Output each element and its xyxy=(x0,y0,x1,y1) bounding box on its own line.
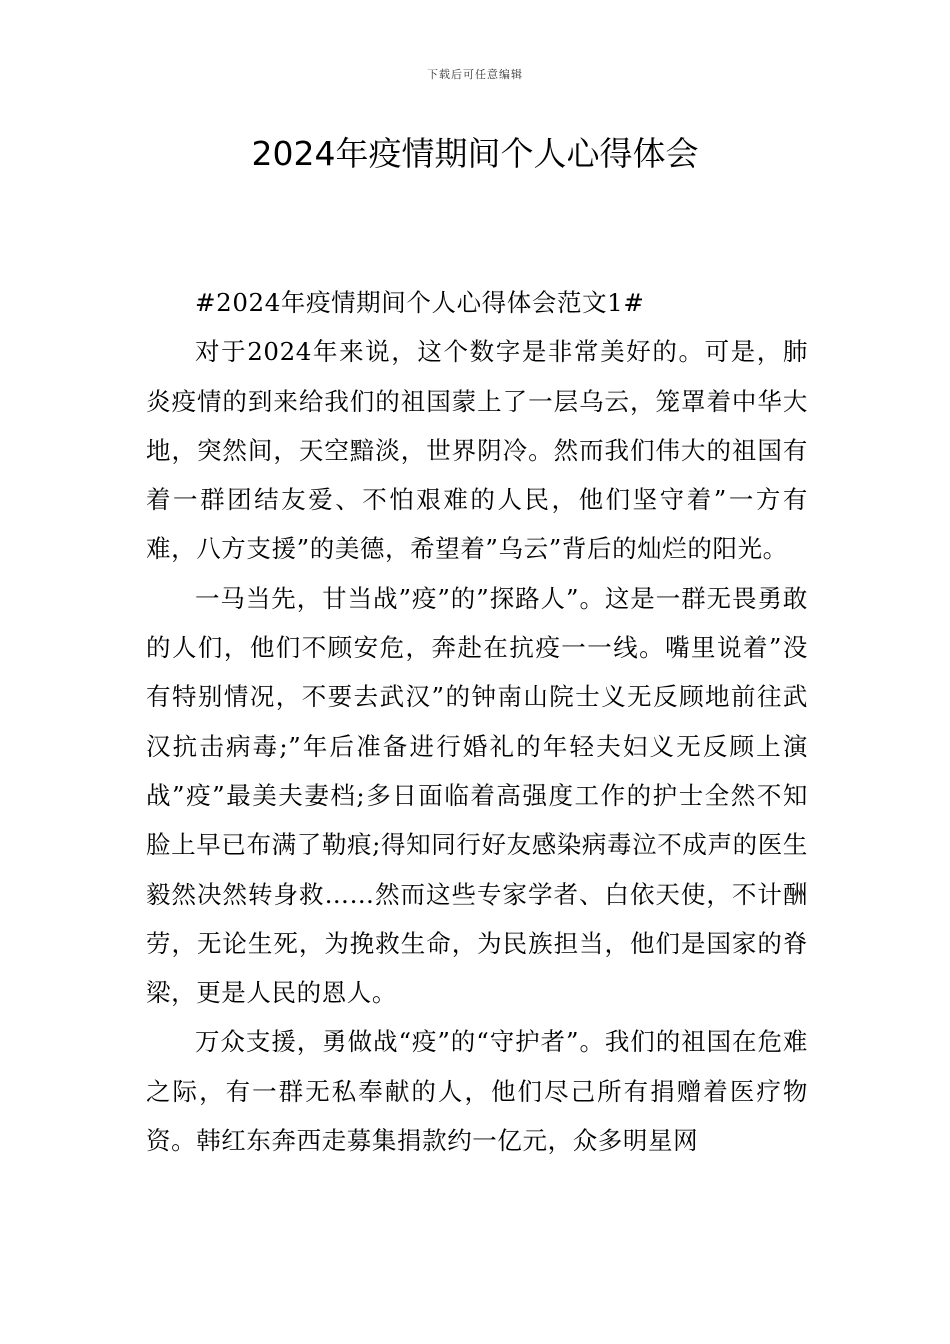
document-body xyxy=(146,278,808,1165)
document-title: 2024年疫情期间个人心得体会 xyxy=(251,134,699,173)
paragraph: 万众支援，勇做战“疫”的“守护者”。我们的祖国在危难之际，有一群无私奉献的人，他们尽己所有捐赠着医疗物资。韩红东奔西走募集捐款约一亿元，众多明星网 xyxy=(146,1027,808,1156)
paragraph: 对于2024年来说，这个数字是非常美好的。可是，肺炎疫情的到来给我们的祖国蒙上了一层乌云，笼罩着中华大地，突然间，天空黯淡，世界阴冷。然而我们伟大的祖国有着一群团结友爱、不怕艰难的人民，他们坚守着”一方有难，八方支援”的美德，希望着”乌云”背后的灿烂的阳光。 xyxy=(146,337,808,564)
header-note: 下载后可任意编辑 xyxy=(427,68,523,81)
paragraph-heading: #2024年疫情期间个人心得体会范文1# xyxy=(195,288,645,317)
paragraph: 一马当先，甘当战”疫”的”探路人”。这是一群无畏勇敢的人们，他们不顾安危，奔赴在抗疫一一线。嘴里说着”没有特别情况，不要去武汉”的钟南山院士义无反顾地前往武汉抗击病毒;”年后准备进行婚礼的年轻夫妇义无反顾上演战”疫”最美夫妻档;多日面临着高强度工作的护士全然不知脸上早已布满了勒痕;得知同行好友感染病毒泣不成声的医生毅然决然转身救……然而这些专家学者、白依天使，不计酬劳，无论生死，为挽救生命，为民族担当，他们是国家的脊梁，更是人民的恩人。 xyxy=(146,583,808,1008)
